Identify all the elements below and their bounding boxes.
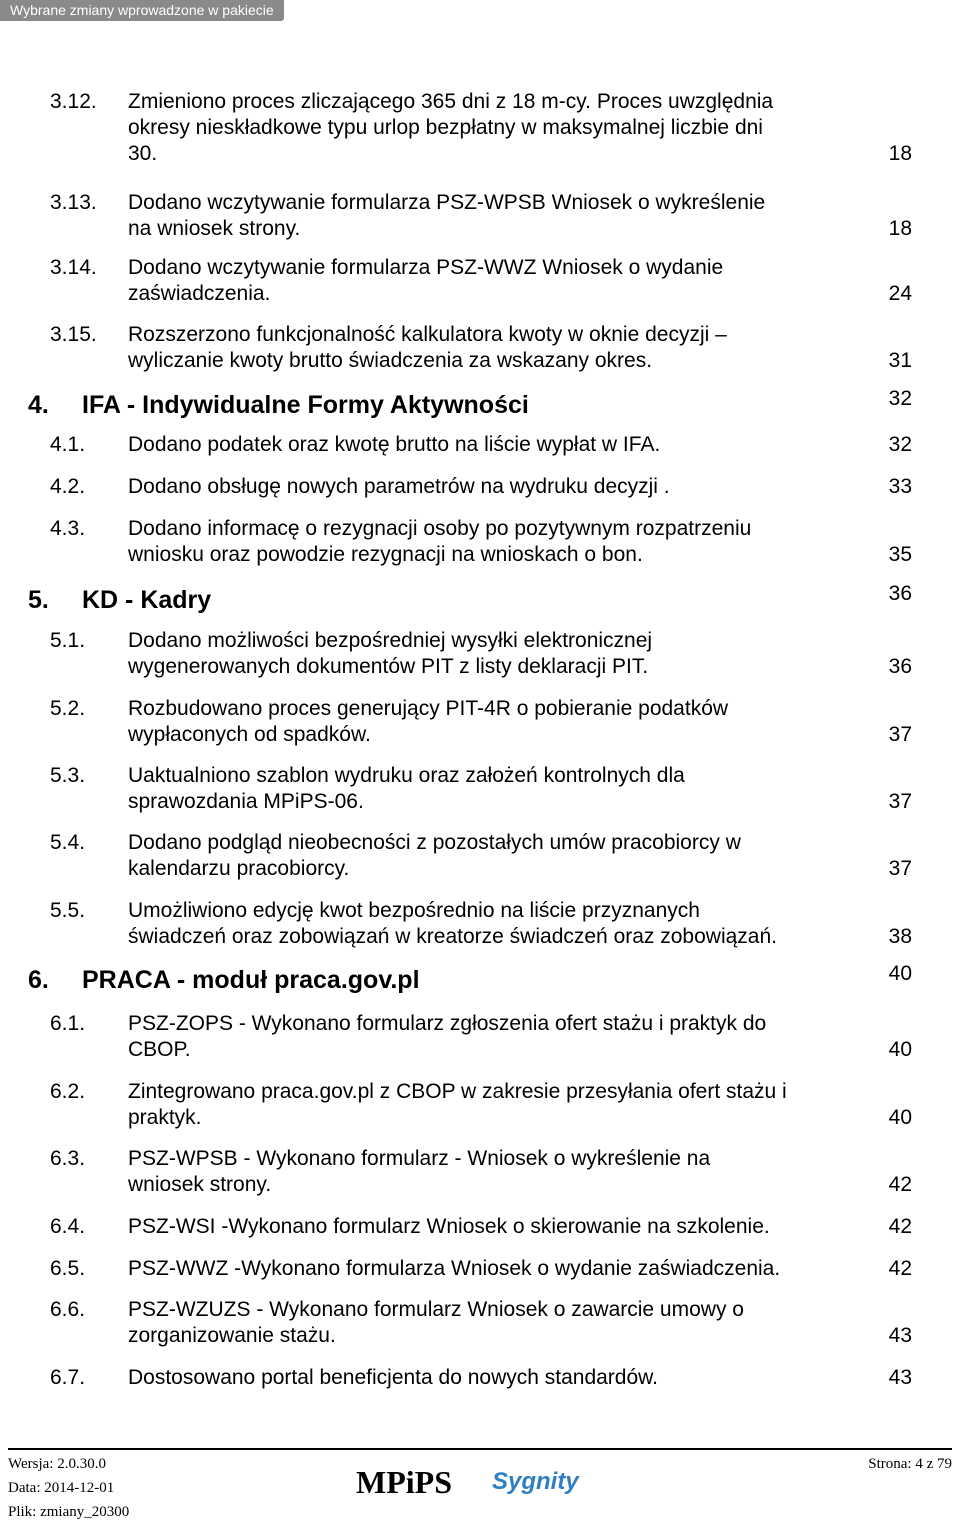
toc-entry-title-line: Dodano wczytywanie formularza PSZ-WPSB Wniosek o wykreślenie [128, 191, 766, 214]
toc-entry-page: 37 [888, 790, 912, 813]
toc-entry-title-line: Dodano możliwości bezpośredniej wysyłki elektronicznej [128, 629, 653, 652]
toc-entry-title [82, 390, 817, 420]
footer-metadata [8, 1452, 129, 1524]
toc-entry-title [128, 1214, 863, 1240]
toc-entry-title-line: IFA - Indywidualne Formy Aktywności [82, 391, 529, 419]
toc-entry-number: 3.12. [50, 90, 97, 113]
toc-entry-number: 6.3. [50, 1147, 86, 1170]
page-footer [0, 1452, 960, 1530]
toc-entry-page: 37 [888, 723, 912, 746]
toc-entry-page: 18 [888, 217, 912, 240]
toc-entry-number: 4.1. [50, 433, 86, 456]
footer-date: Data: 2014-12-01 [8, 1480, 115, 1496]
toc-entry-title [128, 696, 863, 748]
toc-entry-number: 5.5. [50, 899, 86, 922]
sygnity-logo: Sygnity [492, 1468, 579, 1495]
toc-entry-title-line: Dodano obsługę nowych parametrów na wydruku decyzji . [128, 475, 670, 498]
document-header-title: Wybrane zmiany wprowadzone w pakiecie [10, 2, 274, 18]
toc-entry-number: 6.6. [50, 1298, 86, 1321]
toc-entry-number: 5. [28, 586, 49, 614]
toc-entry-page: 36 [888, 582, 912, 605]
toc-entry-title [128, 1297, 863, 1349]
toc-entry-number: 6.1. [50, 1012, 86, 1035]
toc-entry-title [82, 965, 817, 995]
toc-entry-title-line: Dodano podgląd nieobecności z pozostałych umów pracobiorcy w [128, 831, 741, 854]
toc-entry-title [128, 190, 863, 242]
toc-entry-title-line: Rozszerzono funkcjonalność kalkulatora kwoty w oknie decyzji – [128, 323, 727, 346]
toc-entry-page: 40 [888, 1106, 912, 1129]
toc-entry-title-line: CBOP. [128, 1038, 191, 1061]
toc-entry-number: 4. [28, 391, 49, 419]
toc-entry-title-line: Dodano informacę o rezygnacji osoby po pozytywnym rozpatrzeniu [128, 517, 752, 540]
footer-page-number: Strona: 4 z 79 [868, 1456, 952, 1472]
toc-entry-page: 42 [888, 1257, 912, 1280]
footer-file: Plik: zmiany_20300 [8, 1504, 130, 1520]
toc-entry-number: 6.4. [50, 1215, 86, 1238]
toc-entry-title-line: PRACA - moduł praca.gov.pl [82, 966, 420, 994]
toc-entry-title-line: PSZ-WSI -Wykonano formularz Wniosek o skierowanie na szkolenie. [128, 1215, 770, 1238]
toc-entry-number: 6.5. [50, 1257, 86, 1280]
toc-entry-title-line: zorganizowanie stażu. [128, 1324, 336, 1347]
toc-entry-page: 40 [888, 1038, 912, 1061]
toc-entry-title-line: okresy nieskładkowe typu urlop bezpłatny w maksymalnej liczbie dni [128, 116, 763, 139]
toc-entry-page: 31 [888, 349, 912, 372]
toc-entry-title-line: Zintegrowano praca.gov.pl z CBOP w zakresie przesyłania ofert stażu i [128, 1080, 787, 1103]
toc-entry-page: 24 [888, 282, 912, 305]
toc-entry-page: 35 [888, 543, 912, 566]
toc-entry-number: 5.2. [50, 697, 86, 720]
toc-entry-number: 4.2. [50, 475, 86, 498]
toc-entry-title [128, 1011, 863, 1063]
toc-entry-title [128, 89, 863, 167]
toc-entry-title-line: sprawozdania MPiPS-06. [128, 790, 364, 813]
mpips-logo: MPiPS [356, 1464, 452, 1500]
toc-entry-title-line: wniosek strony. [128, 1173, 272, 1196]
toc-entry-page: 42 [888, 1215, 912, 1238]
toc-entry-title [128, 763, 863, 815]
toc-entry-title-line: Zmieniono proces zliczającego 365 dni z 18 m-cy. Proces uwzględnia [128, 90, 774, 113]
toc-entry-number: 6. [28, 966, 49, 994]
toc-entry-page: 32 [888, 387, 912, 410]
toc-entry-title [128, 516, 863, 568]
toc-entry-title-line: zaświadczenia. [128, 282, 271, 305]
toc-entry-title [82, 585, 817, 615]
toc-entry-title-line: 30. [128, 142, 158, 165]
toc-entry-title-line: wypłaconych od spadków. [128, 723, 371, 746]
toc-entry-title-line: na wniosek strony. [128, 217, 301, 240]
footer-divider [8, 1448, 952, 1450]
toc-entry-page: 40 [888, 962, 912, 985]
toc-entry-page: 38 [888, 925, 912, 948]
toc-entry-number: 3.15. [50, 323, 97, 346]
toc-entry-number: 6.7. [50, 1366, 86, 1389]
toc-entry-number: 5.1. [50, 629, 86, 652]
toc-entry-number: 3.13. [50, 191, 97, 214]
toc-entry-title-line: PSZ-WPSB - Wykonano formularz - Wniosek o wykreślenie na [128, 1147, 711, 1170]
toc-entry-title-line: Umożliwiono edycję kwot bezpośrednio na liście przyznanych [128, 899, 700, 922]
toc-entry-page: 36 [888, 655, 912, 678]
toc-entry-title [128, 1079, 863, 1131]
toc-entry-title [128, 898, 863, 950]
toc-entry-title-line: KD - Kadry [82, 586, 212, 614]
toc-entry-page: 42 [888, 1173, 912, 1196]
toc-entry-page: 33 [888, 475, 912, 498]
toc-entry-title [128, 1365, 863, 1391]
toc-entry-title [128, 474, 863, 500]
toc-entry-title-line: wniosku oraz powodzie rezygnacji na wnioskach o bon. [128, 543, 643, 566]
toc-entry-number: 4.3. [50, 517, 86, 540]
toc-entry-title-line: Uaktualniono szablon wydruku oraz założeń kontrolnych dla [128, 764, 685, 787]
toc-entry-page: 43 [888, 1366, 912, 1389]
toc-entry-title-line: praktyk. [128, 1106, 202, 1129]
toc-entry-title-line: świadczeń oraz zobowiązań w kreatorze świadczeń oraz zobowiązań. [128, 925, 777, 948]
toc-entry-title-line: wygenerowanych dokumentów PIT z listy deklaracji PIT. [128, 655, 649, 678]
toc-entry-title-line: PSZ-ZOPS - Wykonano formularz zgłoszenia ofert stażu i praktyk do [128, 1012, 767, 1035]
toc-entry-title-line: Dodano podatek oraz kwotę brutto na liście wypłat w IFA. [128, 433, 661, 456]
toc-entry-title [128, 830, 863, 882]
toc-entry-title [128, 255, 863, 307]
toc-entry-title-line: PSZ-WZUZS - Wykonano formularz Wniosek o zawarcie umowy o [128, 1298, 744, 1321]
toc-entry-title-line: PSZ-WWZ -Wykonano formularza Wniosek o wydanie zaświadczenia. [128, 1257, 781, 1280]
toc-entry-page: 32 [888, 433, 912, 456]
toc-entry-title [128, 1146, 863, 1198]
toc-entry-title-line: Rozbudowano proces generujący PIT-4R o pobieranie podatków [128, 697, 729, 720]
toc-entry-title [128, 628, 863, 680]
footer-version: Wersja: 2.0.30.0 [8, 1456, 106, 1472]
toc-entry-title-line: wyliczanie kwoty brutto świadczenia za wskazany okres. [128, 349, 653, 372]
toc-entry-number: 5.4. [50, 831, 86, 854]
toc-entry-title [128, 432, 863, 458]
toc-entry-page: 43 [888, 1324, 912, 1347]
toc-entry-page: 18 [888, 142, 912, 165]
toc-entry-title-line: Dodano wczytywanie formularza PSZ-WWZ Wniosek o wydanie [128, 256, 724, 279]
toc-entry-page: 37 [888, 857, 912, 880]
toc-entry-number: 3.14. [50, 256, 97, 279]
toc-entry-title-line: kalendarzu pracobiorcy. [128, 857, 350, 880]
toc-entry-title [128, 322, 863, 374]
toc-entry-title-line: Dostosowano portal beneficjenta do nowych standardów. [128, 1366, 659, 1389]
toc-entry-number: 6.2. [50, 1080, 86, 1103]
toc-entry-number: 5.3. [50, 764, 86, 787]
toc-entry-title [128, 1256, 863, 1282]
